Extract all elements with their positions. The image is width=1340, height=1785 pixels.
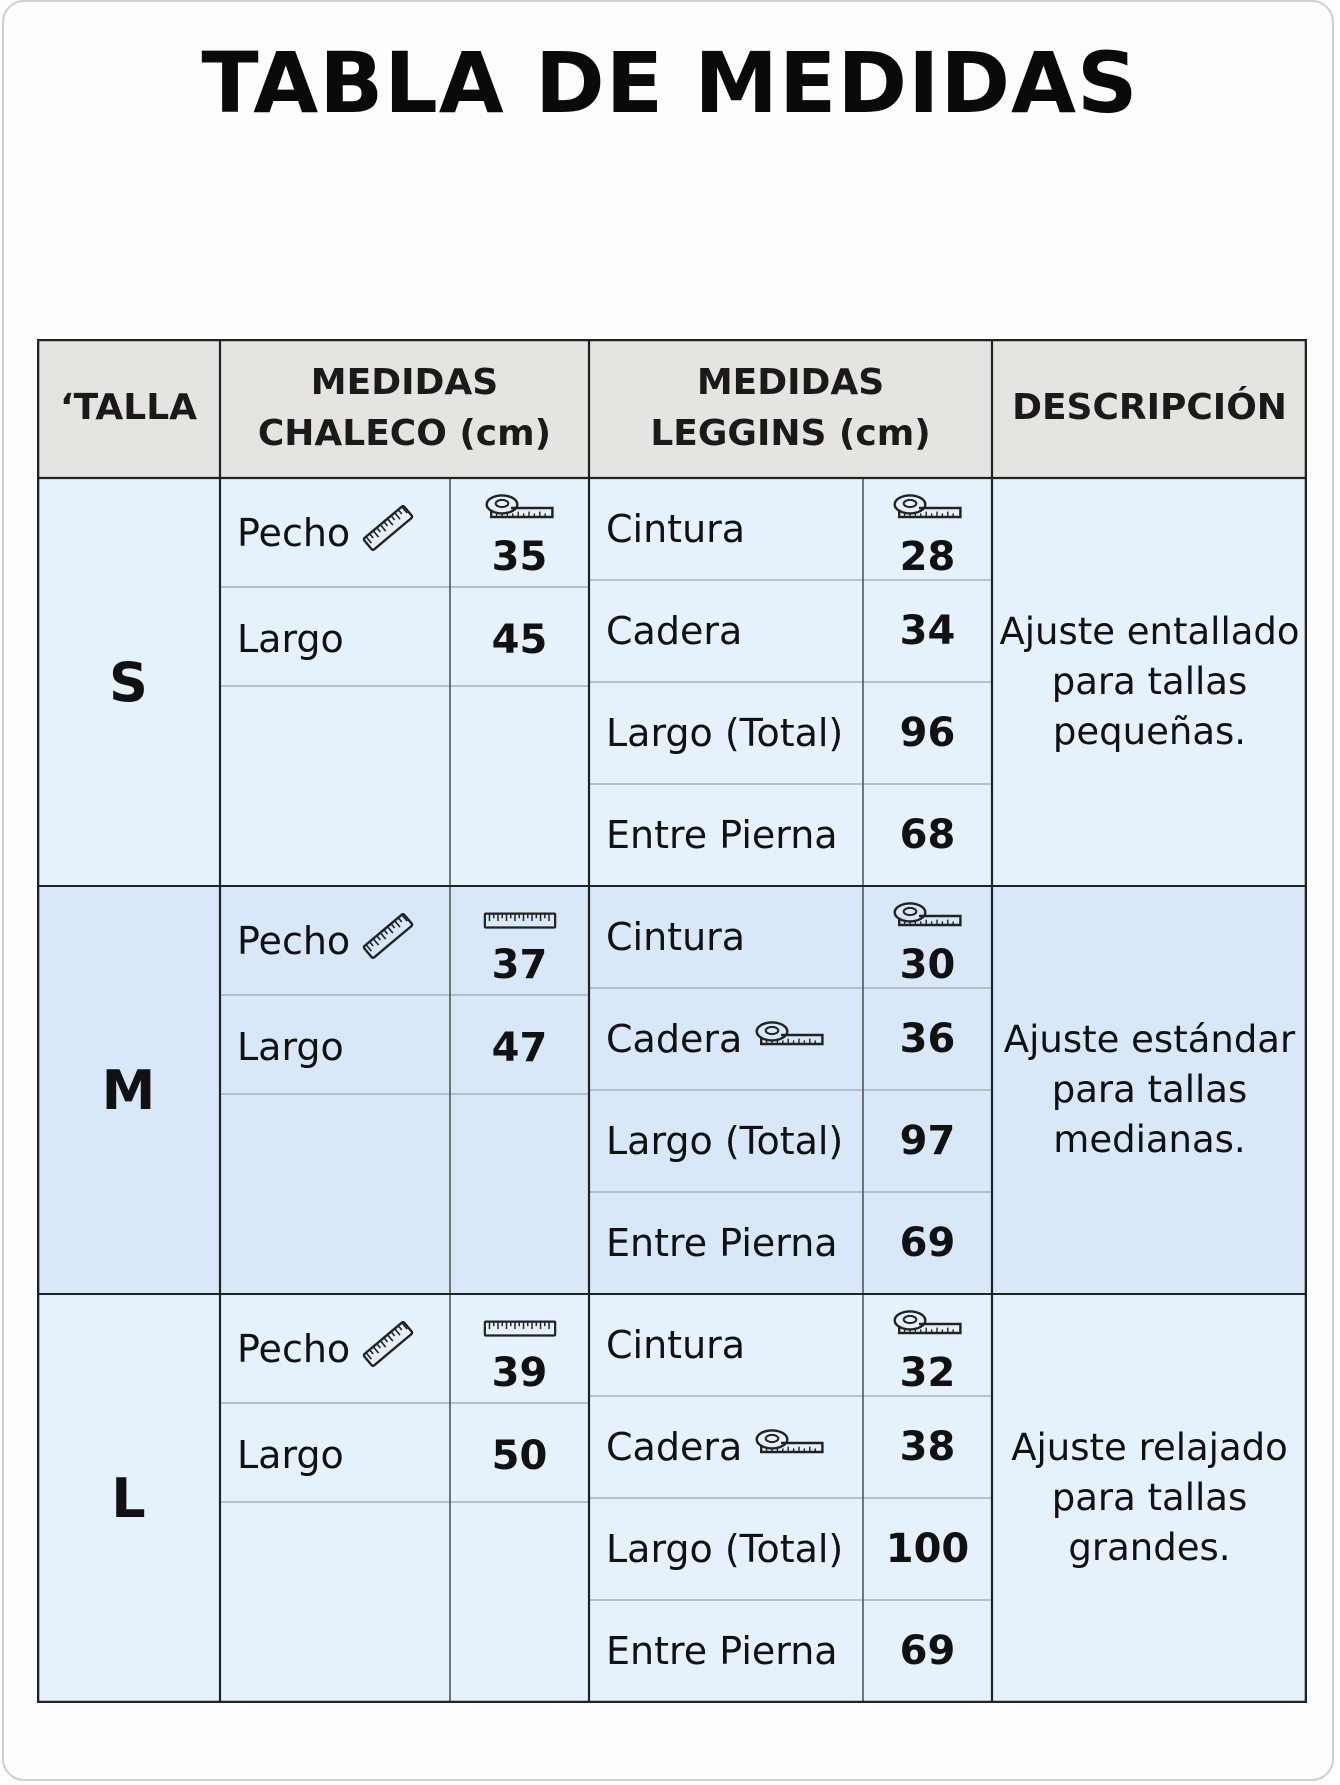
chaleco-label-text: Largo [237,617,344,661]
tape-measure-icon [892,896,964,942]
leggins-label-text: Entre Pierna [606,813,838,857]
ruler-icon [360,500,416,565]
leggins-label-text: Cintura [606,1323,746,1367]
leggins-measure-label [589,1090,863,1192]
size-label [37,478,220,886]
leggins-value-text: 32 [899,1350,956,1396]
chaleco-value-text: 45 [491,617,548,663]
leggins-value-text: 28 [899,534,956,580]
ruler-icon [360,908,416,973]
chaleco-measure-label [220,995,450,1094]
description-line: para tallas [1051,660,1248,704]
description-line: Ajuste relajado [1011,1426,1288,1470]
leggins-label-text: Cadera [606,1017,743,1061]
leggins-measure-label [589,580,863,682]
leggins-measure-label [589,1192,863,1294]
size-description [992,1294,1307,1702]
leggins-label-text: Cintura [606,507,746,551]
chaleco-measure-label [220,478,450,587]
leggins-label-text: Largo (Total) [606,711,844,755]
size-chart-table [37,339,1307,1703]
chaleco-measure-label [220,587,450,686]
leggins-measure-label [589,988,863,1090]
leggins-label-text: Largo (Total) [606,1119,844,1163]
description-line: para tallas [1051,1068,1248,1112]
leggins-value-text: 96 [899,710,956,756]
leggins-value-text: 68 [899,812,956,858]
leggins-measure-value [863,1600,992,1702]
leggins-measure-value [863,1396,992,1498]
chaleco-measure-value [450,587,589,686]
leggins-measure-value [863,580,992,682]
description-line: medianas. [1053,1117,1246,1161]
ruler-icon [483,1304,557,1350]
description-line: Ajuste estándar [1003,1018,1296,1062]
tape-measure-icon [892,488,964,534]
header-chaleco [220,339,589,478]
leggins-label-text: Cintura [606,915,746,959]
header-leggins-line2: LEGGINS (cm) [650,412,931,454]
leggins-label-text: Cadera [606,1425,743,1469]
header-chaleco-line1: MEDIDAS [310,362,499,404]
leggins-measure-label [589,1600,863,1702]
leggins-measure-label [589,1396,863,1498]
size-description [992,478,1307,886]
leggins-measure-label [589,886,863,988]
tape-measure-icon [754,1017,826,1061]
header-talla-label: ‘TALLA [59,387,198,429]
header-leggins-line1: MEDIDAS [696,362,885,404]
size-letter: L [111,1466,146,1530]
leggins-measure-value [863,886,992,988]
header-descripcion-label: DESCRIPCIÓN [1012,387,1287,429]
leggins-value-text: 69 [899,1628,956,1674]
chaleco-label-text: Largo [237,1433,344,1477]
chaleco-value-text: 50 [491,1433,548,1479]
chaleco-measure-value [450,886,589,995]
chaleco-measure-label [220,1403,450,1502]
leggins-label-text: Largo (Total) [606,1527,844,1571]
leggins-value-text: 69 [899,1220,956,1266]
tape-measure-icon [484,488,556,534]
chaleco-label-text: Pecho [237,1326,351,1371]
leggins-value-text: 97 [899,1118,956,1164]
leggins-measure-label [589,682,863,784]
size-letter: S [109,650,148,714]
leggins-label-text: Entre Pierna [606,1629,838,1673]
chaleco-value-text: 39 [491,1350,548,1396]
leggins-measure-label [589,784,863,886]
leggins-value-text: 34 [899,608,956,654]
leggins-measure-label [589,1498,863,1600]
chaleco-measure-value [450,1403,589,1502]
tape-measure-icon [754,1425,826,1469]
chaleco-measure-value [450,995,589,1094]
leggins-measure-value [863,1498,992,1600]
leggins-measure-value [863,682,992,784]
chaleco-measure-value [450,478,589,587]
leggins-value-text: 30 [899,942,956,988]
chaleco-label-text: Pecho [237,918,351,963]
leggins-label-text: Entre Pierna [606,1221,838,1265]
leggins-label-text: Cadera [606,609,743,653]
leggins-measure-value [863,478,992,580]
description-line: Ajuste entallado [999,610,1300,654]
description-line: para tallas [1051,1476,1248,1520]
size-letter: M [101,1058,156,1122]
size-description [992,886,1307,1294]
size-label [37,886,220,1294]
ruler-icon [483,896,557,942]
leggins-measure-value [863,988,992,1090]
tape-measure-icon [892,1304,964,1350]
leggins-measure-value [863,784,992,886]
header-descripcion [992,339,1307,478]
leggins-measure-label [589,1294,863,1396]
chaleco-measure-label [220,886,450,995]
header-talla [37,339,220,478]
leggins-value-text: 36 [899,1016,956,1062]
chaleco-label-text: Pecho [237,510,351,555]
page-title: TABLA DE MEDIDAS [201,34,1139,132]
leggins-measure-value [863,1090,992,1192]
chaleco-value-text: 37 [491,942,548,988]
leggins-measure-value [863,1192,992,1294]
chaleco-value-text: 47 [491,1025,548,1071]
leggins-measure-value [863,1294,992,1396]
chaleco-measure-label [220,1294,450,1403]
description-line: pequeñas. [1052,709,1247,753]
chaleco-label-text: Largo [237,1025,344,1069]
ruler-icon [360,1316,416,1381]
chaleco-measure-value [450,1294,589,1403]
header-chaleco-line2: CHALECO (cm) [257,412,552,454]
size-label [37,1294,220,1702]
description-line: grandes. [1068,1525,1231,1569]
chaleco-value-text: 35 [491,534,548,580]
leggins-measure-label [589,478,863,580]
leggins-value-text: 38 [899,1424,956,1470]
header-leggins [589,339,992,478]
leggins-value-text: 100 [885,1526,970,1572]
